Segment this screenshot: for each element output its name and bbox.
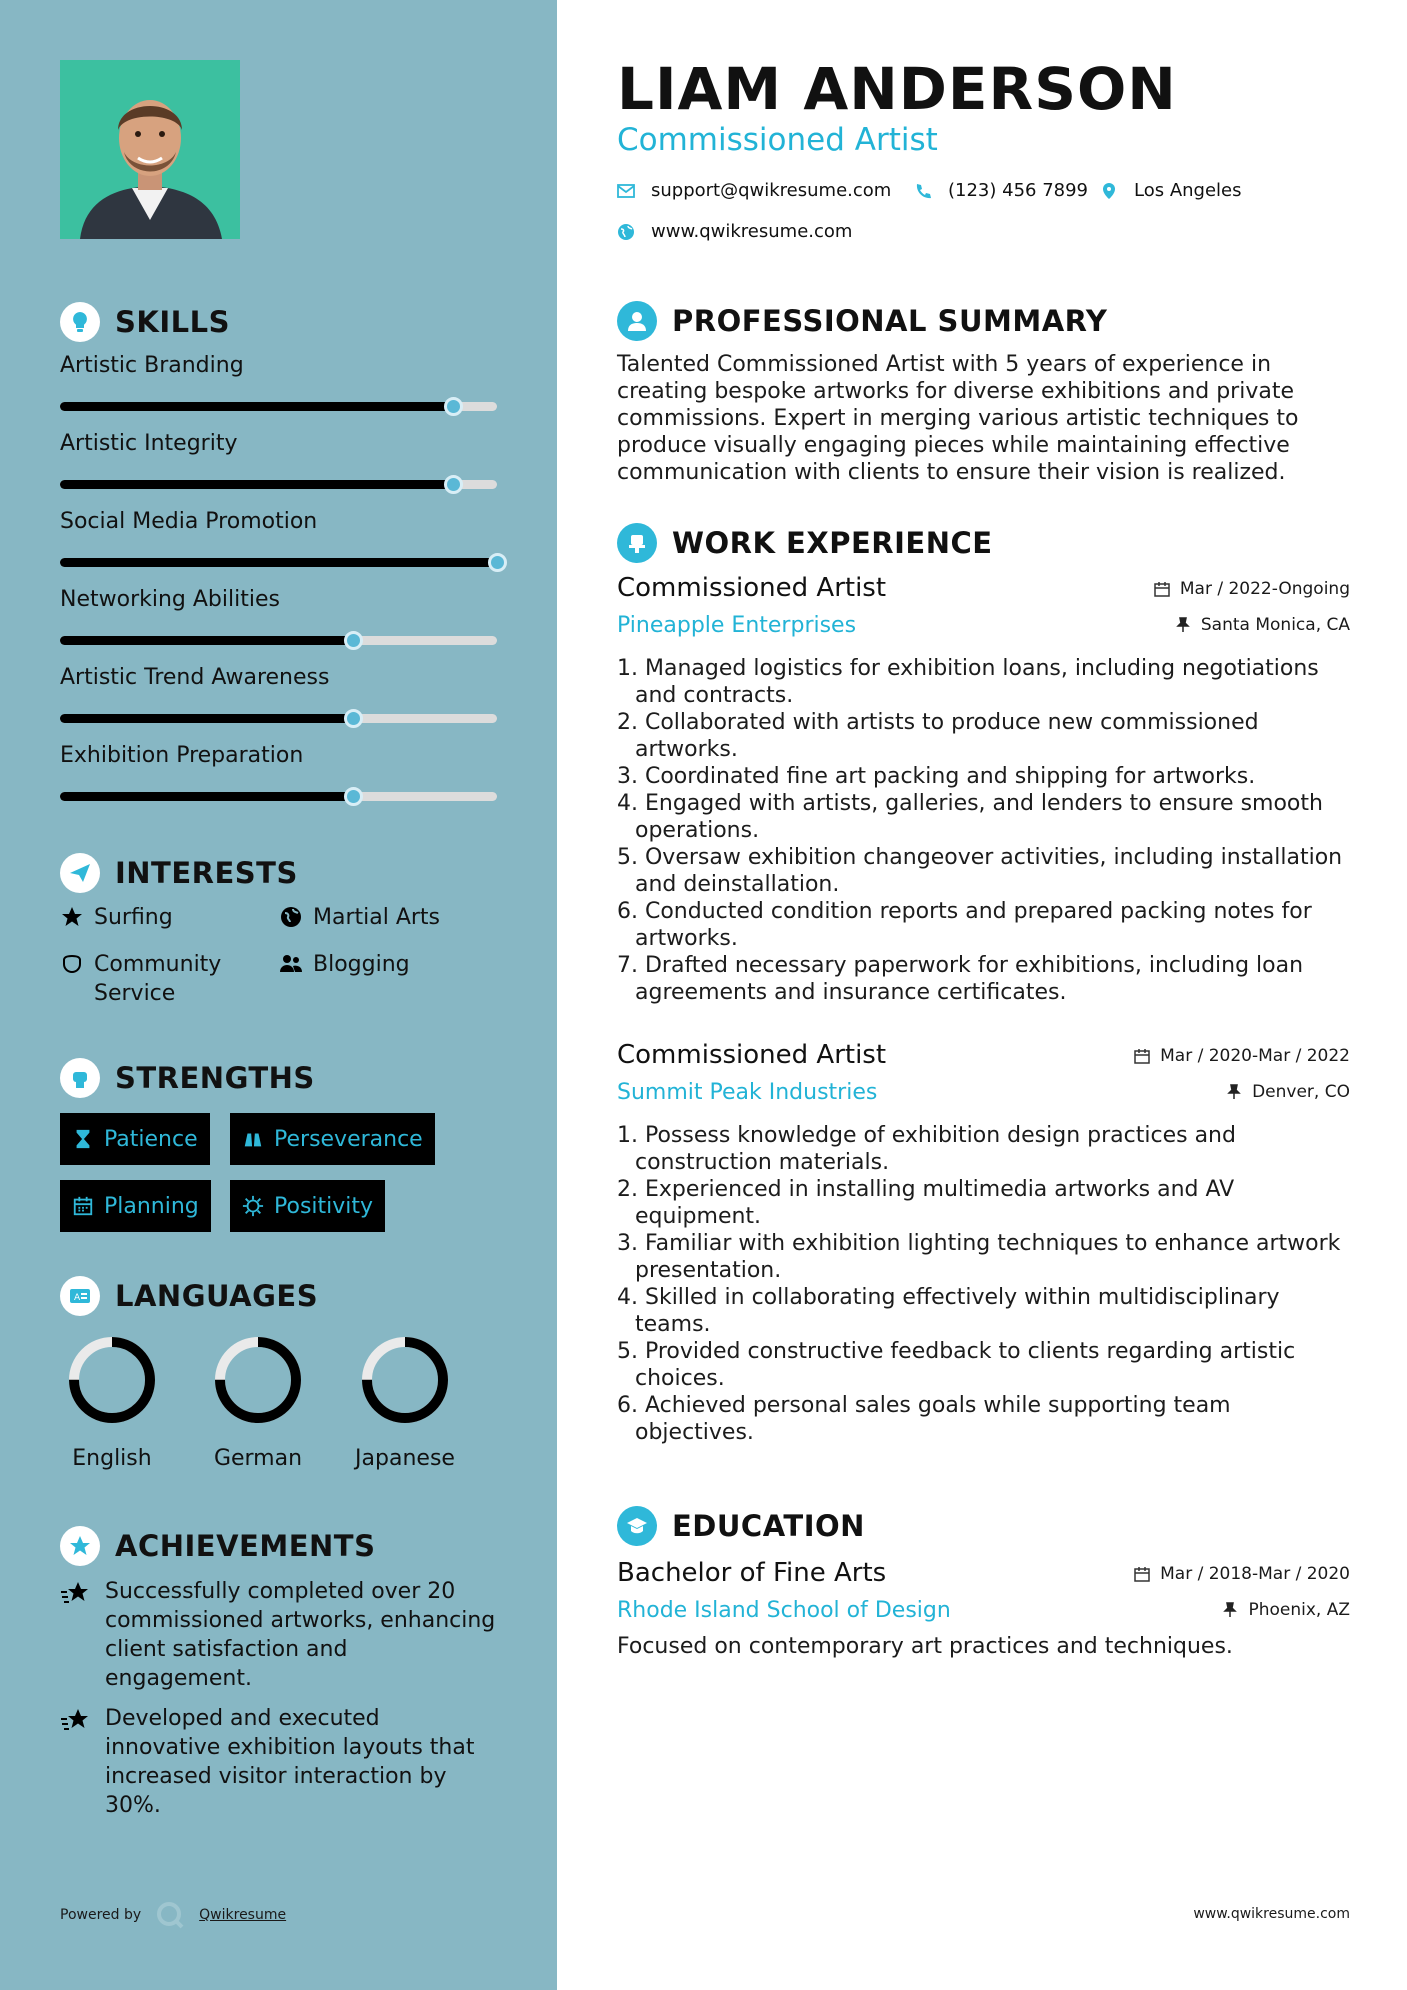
qwikresume-link[interactable]: Qwikresume — [199, 1907, 287, 1923]
star-icon — [60, 905, 84, 929]
job-duty: 1. Possess knowledge of exhibition design practices and construction materials. — [617, 1123, 1236, 1175]
education-location — [1222, 1600, 1350, 1620]
phone-icon — [914, 182, 932, 200]
job-company: Summit Peak Industries — [617, 1080, 878, 1105]
job-company: Pineapple Enterprises — [617, 613, 857, 638]
skill-bar — [60, 480, 497, 489]
achievement-text: Developed and executed innovative exhibition layouts that increased visitor interaction by 30%. — [105, 1706, 475, 1818]
strengths-header — [60, 1058, 315, 1098]
skill-name: Social Media Promotion — [60, 509, 318, 534]
job-duty: 2. Collaborated with artists to produce new commissioned artworks. — [617, 710, 1259, 762]
job-duty: 2. Experienced in installing multimedia artworks and AV equipment. — [617, 1177, 1235, 1229]
skill-bar — [60, 636, 497, 645]
briefcase-icon — [617, 523, 657, 563]
achievements-header — [60, 1526, 375, 1566]
skill-bar-knob — [344, 709, 363, 728]
globe-icon — [617, 223, 635, 241]
language-name: German — [213, 1446, 303, 1471]
email-text: support@qwikresume.com — [651, 180, 892, 201]
calendar-icon — [1134, 1048, 1150, 1064]
achievement-text: Successfully completed over 20 commissioned artworks, enhancing client satisfaction and engagement. — [105, 1579, 496, 1691]
skill-bar — [60, 558, 497, 567]
skill-bar-knob — [444, 397, 463, 416]
globe-icon — [279, 905, 303, 929]
interest-item — [60, 950, 260, 1008]
education-title: EDUCATION — [672, 1509, 865, 1543]
experience-title: WORK EXPERIENCE — [672, 526, 993, 560]
skill-bar-knob — [344, 631, 363, 650]
job-date-text: Mar / 2020-Mar / 2022 — [1160, 1046, 1350, 1066]
location-text: Los Angeles — [1134, 180, 1242, 201]
skill-name: Artistic Trend Awareness — [60, 665, 330, 690]
job-duty: 5. Provided constructive feedback to clients regarding artistic choices. — [617, 1339, 1296, 1391]
skills-title: SKILLS — [115, 305, 230, 339]
job-duty: 6. Conducted condition reports and prepared packing notes for artworks. — [617, 899, 1312, 951]
candidate-name: LIAM ANDERSON — [617, 55, 1177, 123]
skill-name: Networking Abilities — [60, 587, 280, 612]
job-duty: 6. Achieved personal sales goals while supporting team objectives. — [617, 1393, 1231, 1445]
interests-header — [60, 853, 298, 893]
job-date — [1134, 1046, 1350, 1066]
sun-icon — [242, 1195, 264, 1217]
qwikresume-logo-icon — [155, 1900, 185, 1930]
education-date — [1134, 1564, 1350, 1584]
skill-item — [60, 351, 500, 381]
achievement-item — [60, 1704, 500, 1820]
languages-header — [60, 1276, 318, 1316]
sidebar — [0, 0, 557, 1990]
binoculars-icon — [242, 1128, 264, 1150]
footer-website[interactable]: www.qwikresume.com — [1193, 1906, 1350, 1922]
summary-title: PROFESSIONAL SUMMARY — [672, 304, 1108, 338]
education-location-text: Phoenix, AZ — [1248, 1600, 1350, 1620]
job-title: Commissioned Artist — [617, 1040, 887, 1070]
contact-website[interactable] — [617, 221, 852, 242]
powered-by-label: Powered by — [60, 1907, 142, 1923]
skill-bar-knob — [444, 475, 463, 494]
interest-label: Community Service — [94, 952, 222, 1006]
job-duty: 1. Managed logistics for exhibition loans, including negotiations and contracts. — [617, 656, 1319, 708]
language-level-ring — [212, 1334, 304, 1426]
shooting-star-icon — [60, 1580, 92, 1606]
portrait-image — [60, 60, 240, 239]
star-badge-icon — [60, 1526, 100, 1566]
job-duty: 5. Oversaw exhibition changeover activities, including installation and deinstallation. — [617, 845, 1343, 897]
job-duty: 3. Coordinated fine art packing and shipping for artworks. — [617, 764, 1256, 789]
skill-item — [60, 741, 500, 771]
contact-phone[interactable] — [914, 180, 1088, 201]
language-level-ring — [359, 1334, 451, 1426]
language-item — [193, 1334, 323, 1471]
skill-name: Artistic Integrity — [60, 431, 238, 456]
strength-label: Perseverance — [274, 1126, 423, 1152]
skill-bar-fill — [60, 480, 453, 489]
strength-label: Planning — [104, 1193, 199, 1219]
profile-photo — [60, 60, 240, 239]
user-icon — [617, 301, 657, 341]
interest-item — [60, 903, 173, 932]
job-location — [1226, 1082, 1350, 1102]
pushpin-icon — [1175, 617, 1191, 633]
summary-header — [617, 301, 1107, 341]
skill-name: Artistic Branding — [60, 353, 244, 378]
pushpin-icon — [1222, 1602, 1238, 1618]
hourglass-icon — [72, 1128, 94, 1150]
svg-text:A: A — [74, 1293, 81, 1303]
job-date-text: Mar / 2022-Ongoing — [1179, 579, 1350, 599]
users-icon — [279, 952, 303, 976]
strength-label: Patience — [104, 1126, 198, 1152]
interest-item — [279, 903, 440, 932]
school-name: Rhode Island School of Design — [617, 1598, 951, 1623]
job-location — [1175, 615, 1350, 635]
language-level-ring — [66, 1334, 158, 1426]
interest-label: Martial Arts — [313, 905, 441, 930]
job-title: Commissioned Artist — [617, 573, 887, 603]
job-duty: 7. Drafted necessary paperwork for exhibitions, including loan agreements and insurance certificates. — [617, 953, 1304, 1005]
language-name: English — [72, 1446, 152, 1471]
skill-item — [60, 585, 500, 615]
skill-bar-knob — [488, 553, 507, 572]
education-header — [617, 1506, 865, 1546]
interest-item — [279, 950, 410, 979]
job-duty: 4. Skilled in collaborating effectively within multidisciplinary teams. — [617, 1285, 1280, 1337]
job-date — [1154, 579, 1350, 599]
skill-item — [60, 507, 500, 537]
achievements-title: ACHIEVEMENTS — [115, 1529, 376, 1563]
strength-label: Positivity — [274, 1193, 374, 1219]
job-entry — [617, 573, 1350, 1013]
lightbulb-icon — [60, 302, 100, 342]
pushpin-icon — [1226, 1084, 1242, 1100]
phone-text: (123) 456 7899 — [948, 180, 1089, 201]
strength-tag — [60, 1180, 211, 1232]
skill-bar — [60, 402, 497, 411]
skill-name: Exhibition Preparation — [60, 743, 304, 768]
calendar-icon — [1134, 1566, 1150, 1582]
education-entry — [617, 1558, 1350, 1678]
envelope-icon — [617, 182, 635, 200]
contact-email[interactable] — [617, 180, 891, 201]
job-location-text: Denver, CO — [1252, 1082, 1350, 1102]
skill-bar-knob — [344, 787, 363, 806]
job-duties — [617, 1122, 1350, 1446]
calendar-icon — [72, 1195, 94, 1217]
skill-bar-fill — [60, 792, 353, 801]
achievement-item — [60, 1577, 500, 1693]
contact-location — [1100, 180, 1242, 201]
job-duties — [617, 655, 1350, 1006]
skill-item — [60, 429, 500, 459]
website-text: www.qwikresume.com — [651, 221, 853, 242]
skill-bar — [60, 714, 497, 723]
graduation-cap-icon — [617, 1506, 657, 1546]
language-item — [47, 1334, 177, 1471]
skill-item — [60, 663, 500, 693]
language-card-icon — [60, 1276, 100, 1316]
interest-label: Surfing — [94, 905, 173, 930]
strength-tag — [230, 1180, 385, 1232]
languages-title: LANGUAGES — [115, 1279, 319, 1313]
interests-title: INTERESTS — [115, 856, 298, 890]
paper-plane-icon — [60, 853, 100, 893]
skill-bar-fill — [60, 558, 497, 567]
skills-header — [60, 302, 230, 342]
map-pin-icon — [1100, 182, 1118, 200]
strength-tag — [230, 1113, 435, 1165]
powered-by — [60, 1900, 286, 1930]
main-content — [617, 0, 1350, 1990]
education-date-text: Mar / 2018-Mar / 2020 — [1160, 1564, 1350, 1584]
job-duty: 4. Engaged with artists, galleries, and lenders to ensure smooth operations. — [617, 791, 1323, 843]
job-duty: 3. Familiar with exhibition lighting techniques to enhance artwork presentation. — [617, 1231, 1341, 1283]
language-item — [340, 1334, 470, 1471]
degree-name: Bachelor of Fine Arts — [617, 1558, 887, 1588]
job-entry — [617, 1040, 1350, 1460]
education-description: Focused on contemporary art practices and techniques. — [617, 1634, 1233, 1659]
skill-bar-fill — [60, 402, 453, 411]
strengths-title: STRENGTHS — [115, 1061, 315, 1095]
experience-header — [617, 523, 993, 563]
skill-bar-fill — [60, 714, 353, 723]
skill-bar-fill — [60, 636, 353, 645]
fist-icon — [60, 1058, 100, 1098]
skill-bar — [60, 792, 497, 801]
summary-text: Talented Commissioned Artist with 5 years of experience in creating bespoke artworks for diverse exhibitions and private commissions. Expert in merging various artistic techniques to produce visually engaging pieces while maintaining effective communication with clients to ensure their vision is realized. — [617, 352, 1299, 485]
calendar-icon — [1154, 581, 1170, 597]
hand-icon — [60, 952, 84, 976]
language-name: Japanese — [355, 1446, 455, 1471]
strength-tag — [60, 1113, 210, 1165]
interest-label: Blogging — [313, 952, 410, 977]
shooting-star-icon — [60, 1707, 92, 1733]
job-location-text: Santa Monica, CA — [1200, 615, 1350, 635]
candidate-role: Commissioned Artist — [617, 122, 938, 158]
